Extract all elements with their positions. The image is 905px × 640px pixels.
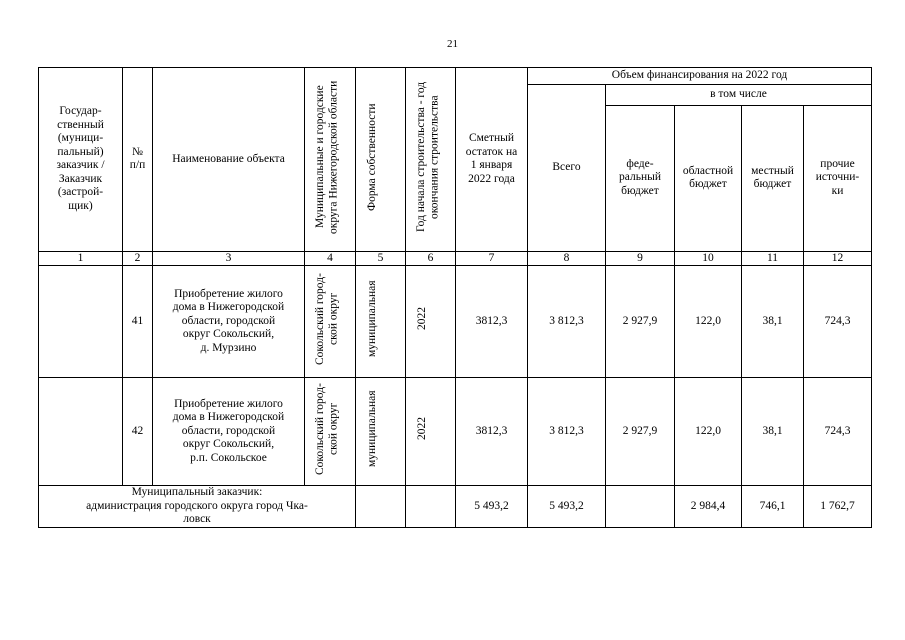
header-funding-group: Объем финансирования на 2022 год xyxy=(528,68,872,85)
page-number: 21 xyxy=(447,38,458,50)
footer-customer-label: Муниципальный заказчик: администрация городского округа город Чка- ловск xyxy=(39,486,356,528)
row-other: 724,3 xyxy=(804,378,872,486)
row-years: 2022 xyxy=(406,378,456,486)
footer-federal xyxy=(606,486,675,528)
footer-regional: 2 984,4 xyxy=(675,486,742,528)
header-total: Всего xyxy=(528,85,606,252)
col-number: 12 xyxy=(804,251,872,266)
header-municipality: Муниципальные и городские округа Нижегородской области xyxy=(305,68,356,252)
footer-empty xyxy=(406,486,456,528)
footer-row xyxy=(39,486,872,528)
footer-remaining: 5 493,2 xyxy=(456,486,528,528)
header-regional: областной бюджет xyxy=(675,105,742,251)
row-total: 3 812,3 xyxy=(528,378,606,486)
col-number: 10 xyxy=(675,251,742,266)
col-number: 4 xyxy=(305,251,356,266)
header-including: в том числе xyxy=(606,85,872,106)
row-years: 2022 xyxy=(406,266,456,378)
header-object-name: Наименование объекта xyxy=(153,68,305,252)
row-customer xyxy=(39,266,123,378)
row-municipality: Сокольский город- ской округ xyxy=(305,378,356,486)
row-object-name: Приобретение жилого дома в Нижегородской области, городской округ Сокольский, д. Мурзино xyxy=(153,266,305,378)
header-other: прочие источни- ки xyxy=(804,105,872,251)
header-federal: феде- ральный бюджет xyxy=(606,105,675,251)
footer-empty xyxy=(356,486,406,528)
row-other: 724,3 xyxy=(804,266,872,378)
header-ownership: Форма собственности xyxy=(356,68,406,252)
row-num: 41 xyxy=(123,266,153,378)
row-num: 42 xyxy=(123,378,153,486)
col-number: 1 xyxy=(39,251,123,266)
col-number: 8 xyxy=(528,251,606,266)
row-federal: 2 927,9 xyxy=(606,378,675,486)
row-federal: 2 927,9 xyxy=(606,266,675,378)
header-num: № п/п xyxy=(123,68,153,252)
col-number: 2 xyxy=(123,251,153,266)
col-number: 3 xyxy=(153,251,305,266)
footer-local: 746,1 xyxy=(742,486,804,528)
row-total: 3 812,3 xyxy=(528,266,606,378)
col-number: 11 xyxy=(742,251,804,266)
header-customer: Государ- ственный (муници- пальный) заказчик / Заказчик (застрой- щик) xyxy=(39,68,123,252)
header-years: Год начала строительства - год окончания строительства xyxy=(406,68,456,252)
row-object-name: Приобретение жилого дома в Нижегородской области, городской округ Сокольский, р.п. Сокольское xyxy=(153,378,305,486)
table-row xyxy=(39,266,872,378)
financing-table xyxy=(38,67,872,528)
row-customer xyxy=(39,378,123,486)
row-regional: 122,0 xyxy=(675,378,742,486)
row-local: 38,1 xyxy=(742,378,804,486)
col-number: 7 xyxy=(456,251,528,266)
header-local: местный бюджет xyxy=(742,105,804,251)
row-regional: 122,0 xyxy=(675,266,742,378)
table-row xyxy=(39,378,872,486)
row-municipality: Сокольский город- ской округ xyxy=(305,266,356,378)
column-numbers-row xyxy=(39,251,872,266)
row-ownership: муниципальная xyxy=(356,378,406,486)
col-number: 5 xyxy=(356,251,406,266)
footer-other: 1 762,7 xyxy=(804,486,872,528)
row-remaining: 3812,3 xyxy=(456,378,528,486)
footer-total: 5 493,2 xyxy=(528,486,606,528)
col-number: 9 xyxy=(606,251,675,266)
header-remaining: Сметный остаток на 1 января 2022 года xyxy=(456,68,528,252)
col-number: 6 xyxy=(406,251,456,266)
row-remaining: 3812,3 xyxy=(456,266,528,378)
row-local: 38,1 xyxy=(742,266,804,378)
row-ownership: муниципальная xyxy=(356,266,406,378)
